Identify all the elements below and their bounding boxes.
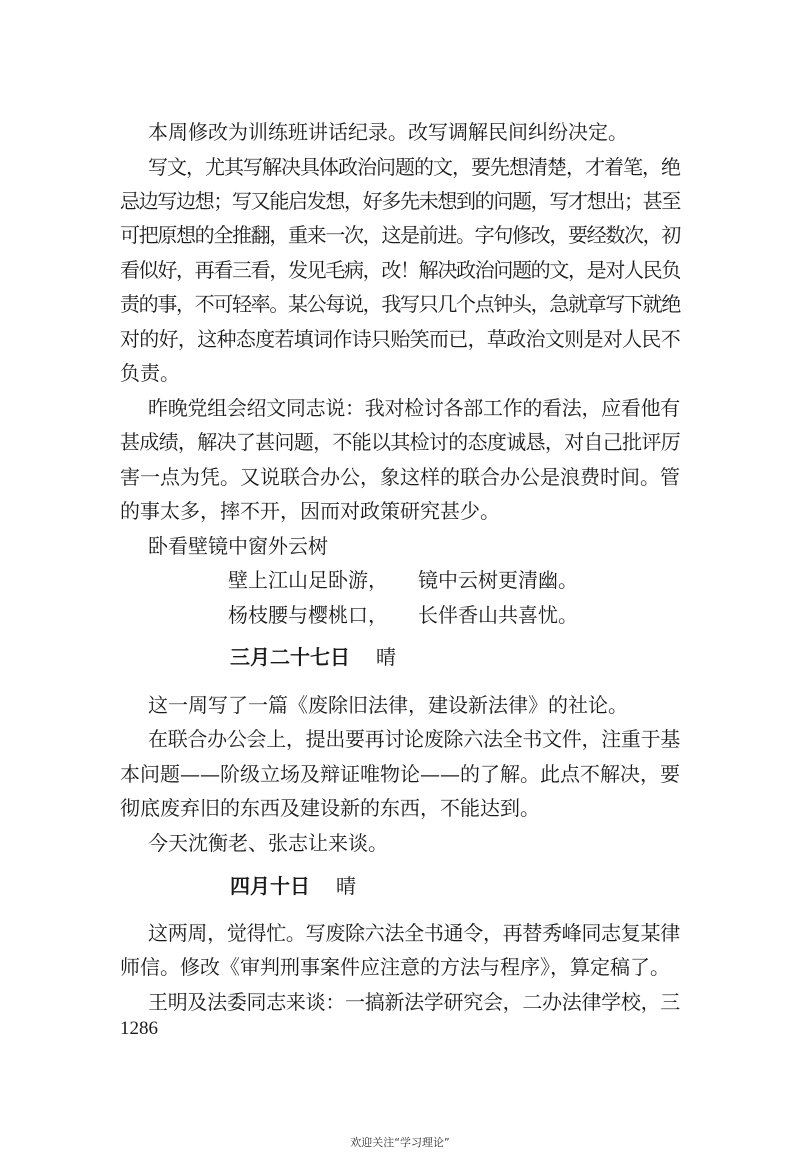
weather-text: 晴 (336, 874, 356, 898)
poem-line: 杨枝腰与樱桃口， (228, 603, 388, 627)
text-line: 负责。 (120, 361, 180, 385)
text-line: 忌边写边想；写又能启发想，好多先未想到的问题，写才想出；甚至 (120, 189, 680, 213)
text-line: 今天沈衡老、张志让来谈。 (148, 831, 388, 855)
text-line: 甚成绩，解决了甚问题，不能以其检讨的态度诚恳，对自己批评厉 (120, 430, 680, 454)
text-line: 在联合办公会上，提出要再讨论废除六法全书文件，注重于基 (148, 727, 680, 751)
text-line: 的事太多，摔不开，因而对政策研究甚少。 (120, 499, 500, 523)
page-number: 1286 (120, 1018, 158, 1039)
footer-watermark: 欢迎关注“学习理论” (350, 1136, 450, 1149)
poem-title: 卧看壁镜中窗外云树 (148, 534, 328, 558)
poem-line: 壁上江山足卧游， (228, 568, 388, 592)
text-line: 本周修改为训练班讲话纪录。改写调解民间纠纷决定。 (148, 120, 628, 144)
text-line: 师信。修改《审判刑事案件应注意的方法与程序》，算定稿了。 (120, 955, 670, 979)
text-line: 对的好，这种态度若填词作诗只贻笑而已，草政治文则是对人民不 (120, 327, 680, 351)
text-line: 责的事，不可轻率。某公每说，我写只几个点钟头，急就章写下就绝 (120, 292, 680, 316)
text-line: 这一周写了一篇《废除旧法律，建设新法律》的社论。 (148, 693, 628, 717)
poem-line: 长伴香山共喜忧。 (418, 603, 578, 627)
date-text: 三月二十七日 (230, 645, 350, 669)
text-line: 这两周，觉得忙。写废除六法全书通令，再替秀峰同志复某律 (148, 921, 680, 945)
text-line: 昨晚党组会绍文同志说：我对检讨各部工作的看法，应看他有 (148, 396, 680, 420)
text-line: 写文，尤其写解决具体政治问题的文，要先想清楚，才着笔，绝 (148, 155, 680, 179)
date-text: 四月十日 (230, 874, 310, 898)
poem-line: 镜中云树更清幽。 (418, 568, 578, 592)
text-line: 彻底废弃旧的东西及建设新的东西，不能达到。 (120, 796, 540, 820)
text-line: 看似好，再看三看，发见毛病，改！解决政治问题的文，是对人民负 (120, 258, 680, 282)
diary-date-heading (230, 640, 396, 674)
text-line: 可把原想的全推翻，重来一次，这是前进。字句修改，要经数次，初 (120, 223, 680, 247)
diary-date-heading (230, 869, 356, 903)
weather-text: 晴 (376, 645, 396, 669)
text-line: 害一点为凭。又说联合办公，象这样的联合办公是浪费时间。管 (120, 465, 680, 489)
text-line: 王明及法委同志来谈：一搞新法学研究会，二办法律学校，三 (148, 990, 680, 1014)
text-line: 本问题——阶级立场及辩证唯物论——的了解。此点不解决，要 (120, 762, 680, 786)
